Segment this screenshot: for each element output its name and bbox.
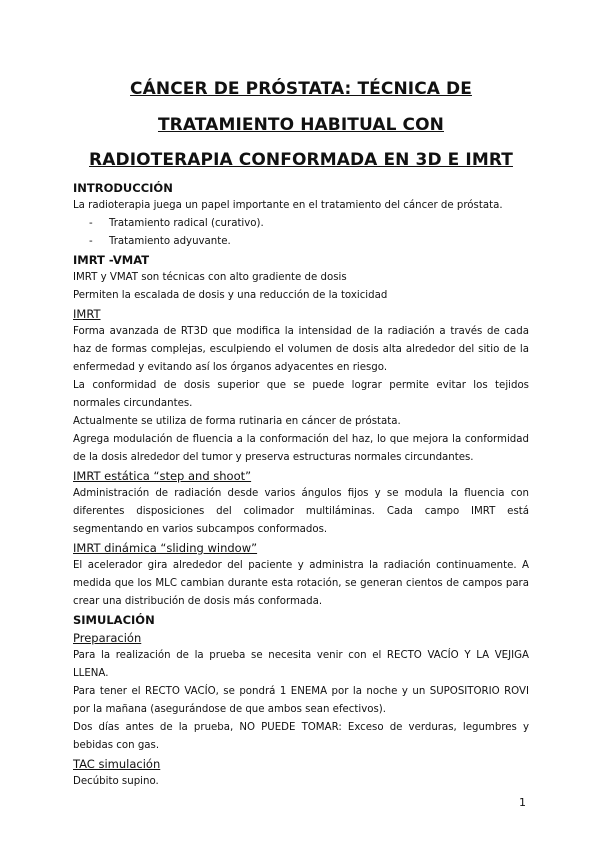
subheading-imrt-dynamic: IMRT dinámica “sliding window” <box>73 540 258 555</box>
page-number: 1 <box>519 796 526 809</box>
dash-bullet: - <box>89 217 93 229</box>
title-line: TRATAMIENTO HABITUAL CON <box>157 114 444 135</box>
list-item <box>89 215 529 233</box>
intro-paragraph: La radioterapia juega un papel importante en el tratamiento del cáncer de próstata. <box>73 199 503 211</box>
dash-bullet: - <box>89 235 93 247</box>
imrt-paragraph: Actualmente se utiliza de forma rutinaria en cáncer de próstata. <box>73 415 401 427</box>
subheading-preparacion: Preparación <box>73 630 142 645</box>
list-item-text: Tratamiento radical (curativo). <box>109 217 264 229</box>
intro-bullet-list <box>73 215 529 251</box>
imrt-vmat-line: Permiten la escalada de dosis y una reducción de la toxicidad <box>73 289 388 301</box>
imrt-paragraph: La conformidad de dosis superior que se puede lograr permite evitar los tejidos normales circundantes. <box>73 379 529 409</box>
imrt-vmat-line: IMRT y VMAT son técnicas con alto gradiente de dosis <box>73 271 347 283</box>
title-line: RADIOTERAPIA CONFORMADA EN 3D E IMRT <box>89 150 513 170</box>
list-item <box>89 233 529 251</box>
title-line: CÁNCER DE PRÓSTATA: TÉCNICA DE <box>130 79 472 99</box>
subheading-imrt-static: IMRT estática “step and shoot” <box>73 468 252 483</box>
imrt-static-paragraph: Administración de radiación desde varios ángulos fijos y se modula la fluencia con diferentes disposiciones del colimador multiláminas. Cada campo IMRT está segmentando en varios subcampos conformados. <box>73 487 529 535</box>
imrt-paragraph: Agrega modulación de fluencia a la conformación del haz, lo que mejora la conformidad de la dosis alrededor del tumor y preserva estructuras normales circundantes. <box>73 433 529 463</box>
preparation-paragraph: Para la realización de la prueba se necesita venir con el RECTO VACÍO Y LA VEJIGA LLENA. <box>73 649 529 679</box>
section-heading-imrt-vmat: IMRT -VMAT <box>73 252 150 267</box>
section-heading-simulacion: SIMULACIÓN <box>73 612 155 627</box>
subheading-tac-simulacion: TAC simulación <box>73 756 161 771</box>
subheading-imrt: IMRT <box>73 306 101 321</box>
tac-paragraph: Decúbito supino. <box>73 775 159 787</box>
document-content <box>73 72 529 791</box>
preparation-paragraph: Dos días antes de la prueba, NO PUEDE TOMAR: Exceso de verduras, legumbres y bebidas con gas. <box>73 721 529 751</box>
list-item-text: Tratamiento adyuvante. <box>109 235 231 247</box>
section-heading-introduccion: INTRODUCCIÓN <box>73 180 173 195</box>
preparation-paragraph: Para tener el RECTO VACÍO, se pondrá 1 ENEMA por la noche y un SUPOSITORIO ROVI por la mañana (asegurándose de que ambos sean efectivos). <box>73 685 529 715</box>
imrt-dynamic-paragraph: El acelerador gira alrededor del paciente y administra la radiación continuamente. A medida que los MLC cambian durante esta rotación, se generan cientos de campos para crear una distribución de dosis más conformada. <box>73 559 529 607</box>
imrt-paragraph: Forma avanzada de RT3D que modifica la intensidad de la radiación a través de cada haz de formas complejas, esculpiendo el volumen de dosis alta alrededor del sitio de la enfermedad y evitando así los órganos adyacentes en riesgo. <box>73 325 529 373</box>
document-title <box>73 72 529 179</box>
